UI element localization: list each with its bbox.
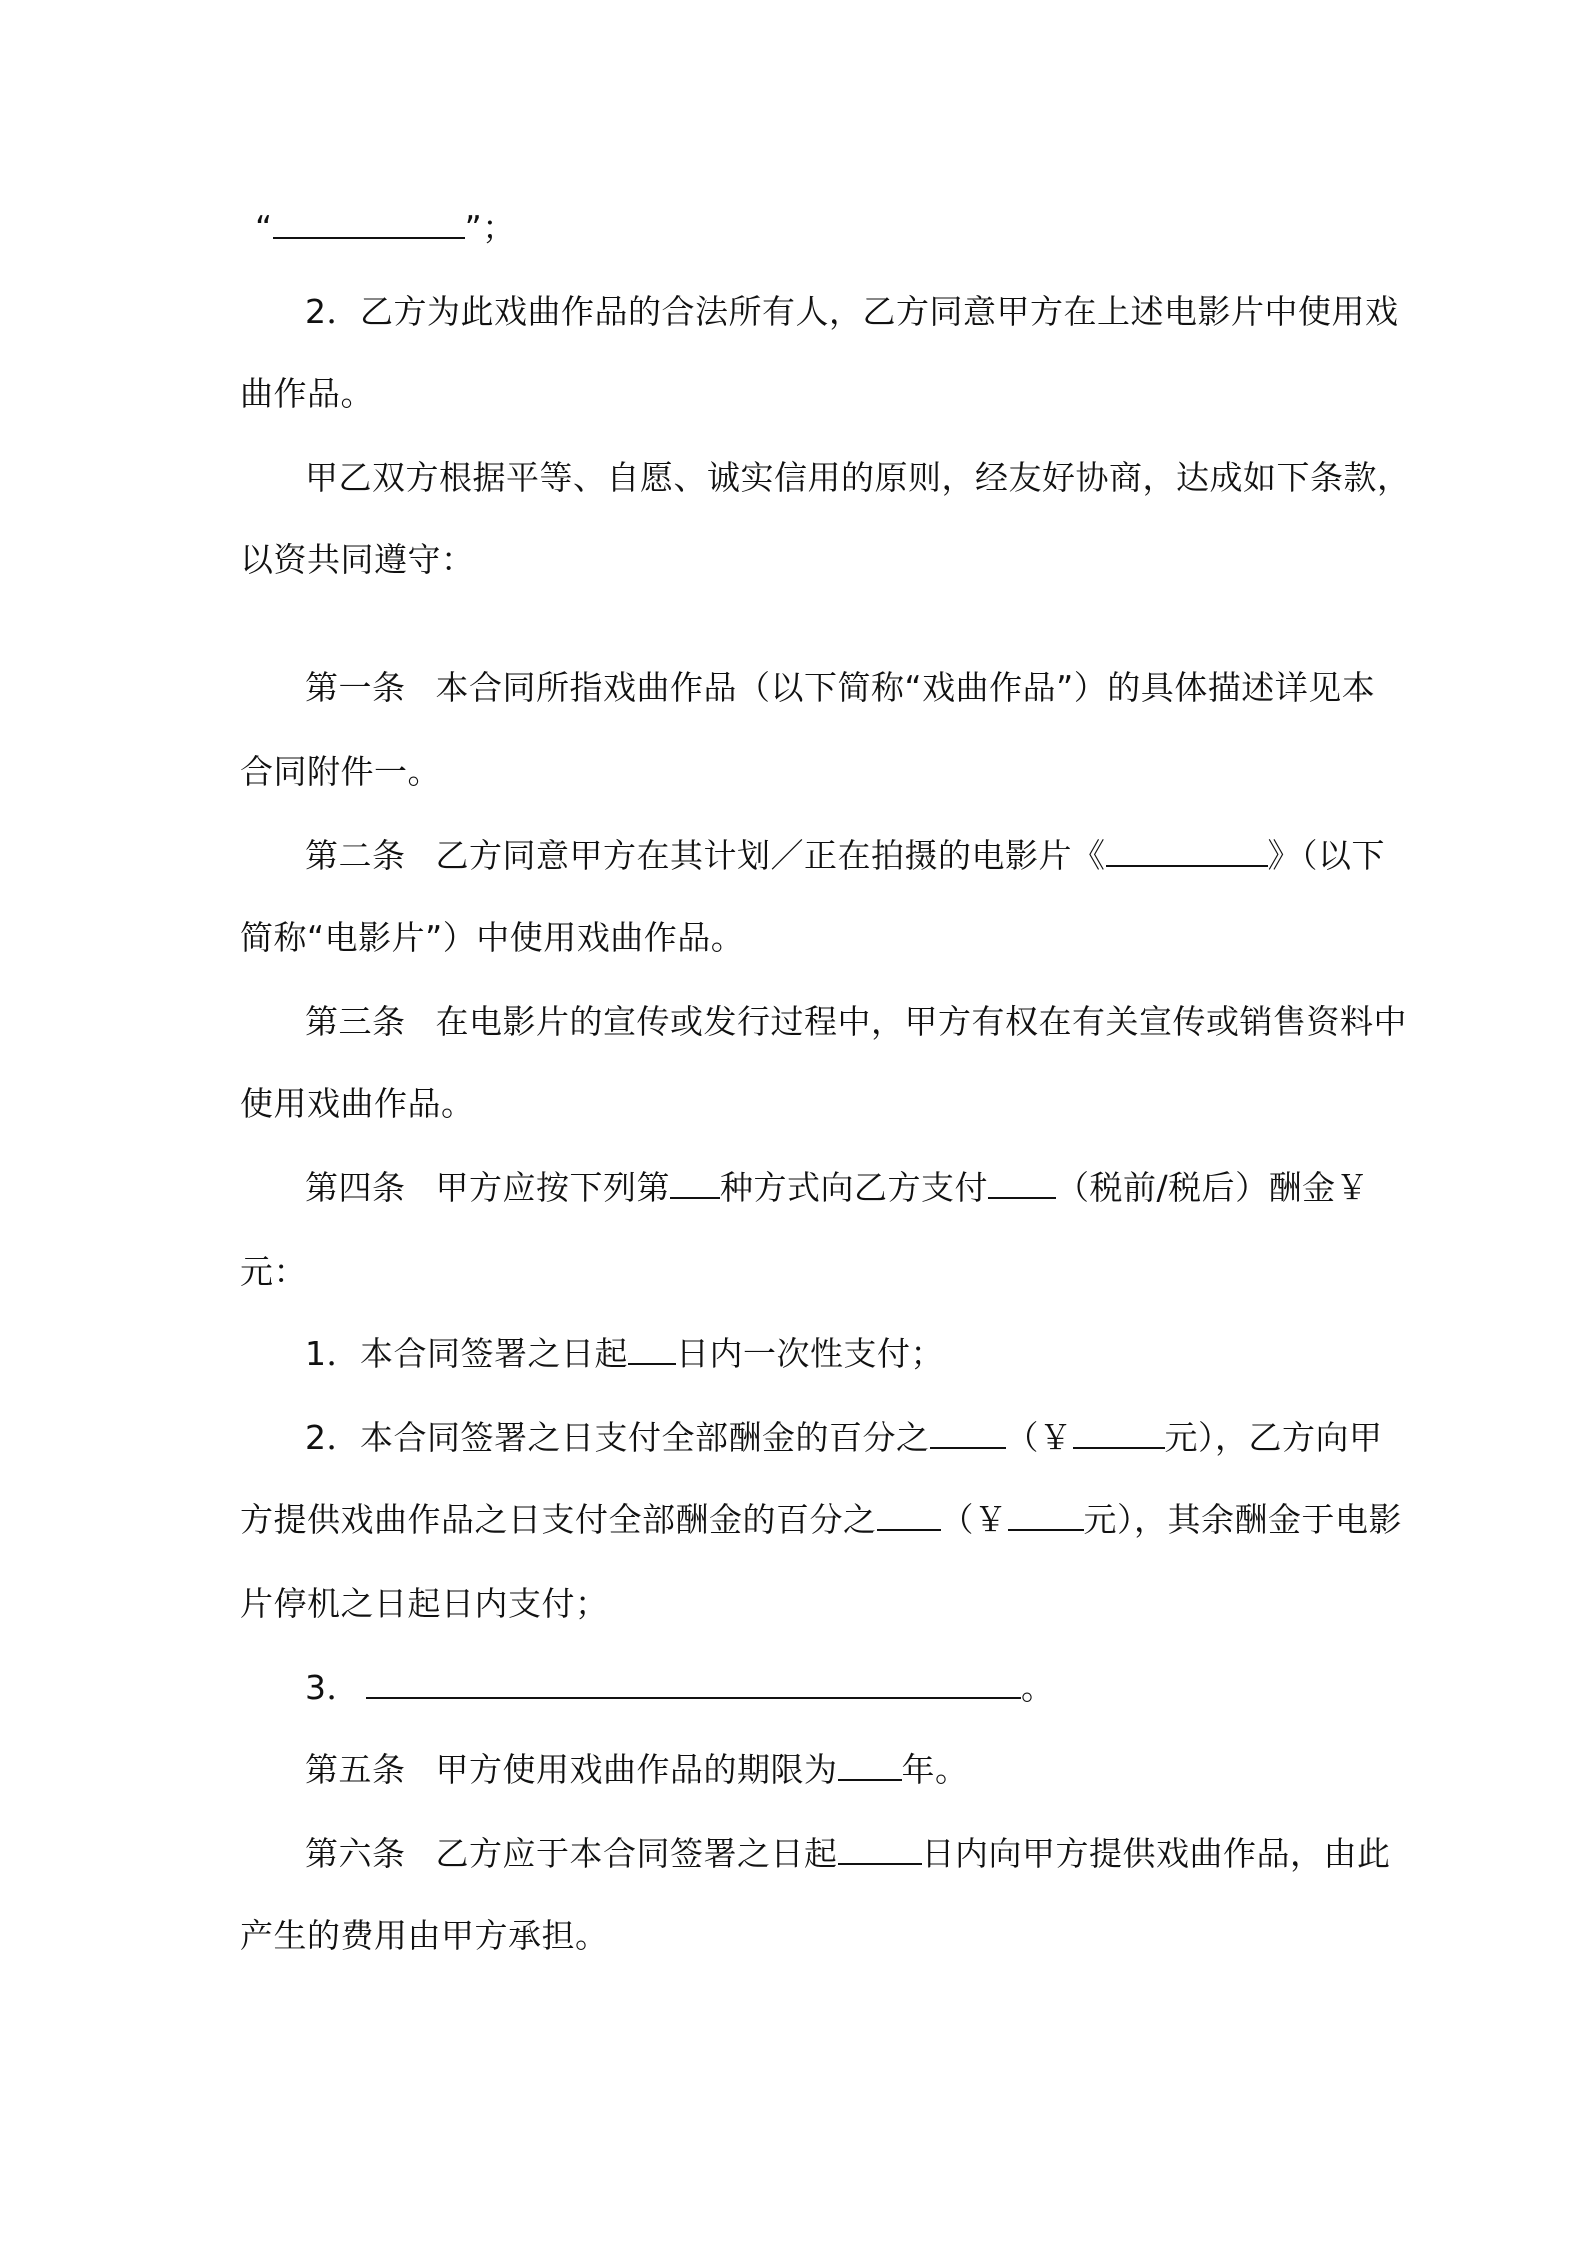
fill-blank bbox=[877, 1499, 941, 1531]
fill-blank bbox=[1106, 835, 1268, 867]
article-label: 第一条 bbox=[305, 668, 406, 707]
paragraph-line: 产生的费用由甲方承担。 bbox=[240, 1916, 609, 1955]
article-label: 第六条 bbox=[305, 1834, 406, 1873]
clause-text: （￥ bbox=[940, 1500, 1008, 1539]
article-label: 第三条 bbox=[305, 1002, 406, 1041]
fill-blank bbox=[1073, 1417, 1165, 1449]
article-text: 甲方应按下列第 bbox=[435, 1168, 670, 1207]
article-text: 在电影片的宣传或发行过程中，甲方有权在有关宣传或销售资料中 bbox=[435, 1002, 1407, 1041]
paragraph-line: 片停机之日起日内支付； bbox=[240, 1584, 609, 1623]
payment-option-2 bbox=[305, 1416, 1383, 1460]
article-text: 日内向甲方提供戏曲作品，由此 bbox=[921, 1834, 1391, 1873]
article-5-line bbox=[305, 1748, 969, 1792]
clause-text: 1．本合同签署之日起 bbox=[305, 1334, 628, 1373]
article-text: 乙方应于本合同签署之日起 bbox=[435, 1834, 838, 1873]
paragraph-line: 以资共同遵守： bbox=[240, 540, 475, 579]
open-quote: “ bbox=[255, 208, 273, 247]
article-4-line bbox=[305, 1166, 1369, 1210]
article-text: 甲方使用戏曲作品的期限为 bbox=[435, 1750, 838, 1789]
line-quote-blank bbox=[255, 206, 516, 250]
article-label: 第四条 bbox=[305, 1168, 406, 1207]
article-text: 种方式向乙方支付 bbox=[720, 1168, 988, 1207]
fill-blank bbox=[366, 1667, 1021, 1699]
payment-option-3 bbox=[305, 1666, 1055, 1710]
fill-blank bbox=[670, 1167, 720, 1199]
article-text: 年。 bbox=[901, 1750, 969, 1789]
article-6-line bbox=[305, 1832, 1391, 1876]
article-3-line bbox=[305, 1000, 1407, 1044]
paragraph-line: 使用戏曲作品。 bbox=[240, 1084, 475, 1123]
paragraph-line: 元： bbox=[240, 1252, 307, 1291]
clause-text: 元），乙方向甲 bbox=[1164, 1418, 1383, 1457]
fill-blank bbox=[988, 1167, 1056, 1199]
payment-option-2-cont bbox=[240, 1498, 1402, 1542]
article-text: 本合同所指戏曲作品（以下简称“戏曲作品”）的具体描述详见本 bbox=[435, 668, 1376, 707]
paragraph-line: 2．乙方为此戏曲作品的合法所有人，乙方同意甲方在上述电影片中使用戏 bbox=[305, 292, 1399, 331]
clause-text: （￥ bbox=[1005, 1418, 1073, 1457]
article-2-line bbox=[305, 834, 1385, 878]
paragraph-line: 合同附件一。 bbox=[240, 752, 441, 791]
clause-text: 3． bbox=[305, 1668, 360, 1707]
fill-blank bbox=[930, 1417, 1006, 1449]
article-text: （税前/税后）酬金￥ bbox=[1056, 1168, 1370, 1207]
fill-blank bbox=[273, 207, 465, 239]
paragraph-line: 简称“电影片”）中使用戏曲作品。 bbox=[240, 918, 745, 957]
clause-text: 方提供戏曲作品之日支付全部酬金的百分之 bbox=[240, 1500, 877, 1539]
article-text: 乙方同意甲方在其计划／正在拍摄的电影片《 bbox=[435, 836, 1106, 875]
fill-blank bbox=[1008, 1499, 1084, 1531]
article-1-line bbox=[305, 666, 1375, 710]
clause-text: 元），其余酬金于电影 bbox=[1083, 1500, 1402, 1539]
clause-text: 2．本合同签署之日支付全部酬金的百分之 bbox=[305, 1418, 930, 1457]
clause-text: 。 bbox=[1021, 1668, 1055, 1707]
paragraph-line: 甲乙双方根据平等、自愿、诚实信用的原则，经友好协商，达成如下条款， bbox=[305, 458, 1411, 497]
fill-blank bbox=[628, 1333, 676, 1365]
article-label: 第二条 bbox=[305, 836, 406, 875]
fill-blank bbox=[838, 1833, 922, 1865]
article-text: 》（以下 bbox=[1267, 836, 1385, 875]
fill-blank bbox=[838, 1749, 902, 1781]
payment-option-1 bbox=[305, 1332, 944, 1376]
paragraph-line: 曲作品。 bbox=[240, 374, 374, 413]
clause-text: 日内一次性支付； bbox=[676, 1334, 944, 1373]
article-label: 第五条 bbox=[305, 1750, 406, 1789]
close-quote: ”； bbox=[464, 208, 516, 247]
